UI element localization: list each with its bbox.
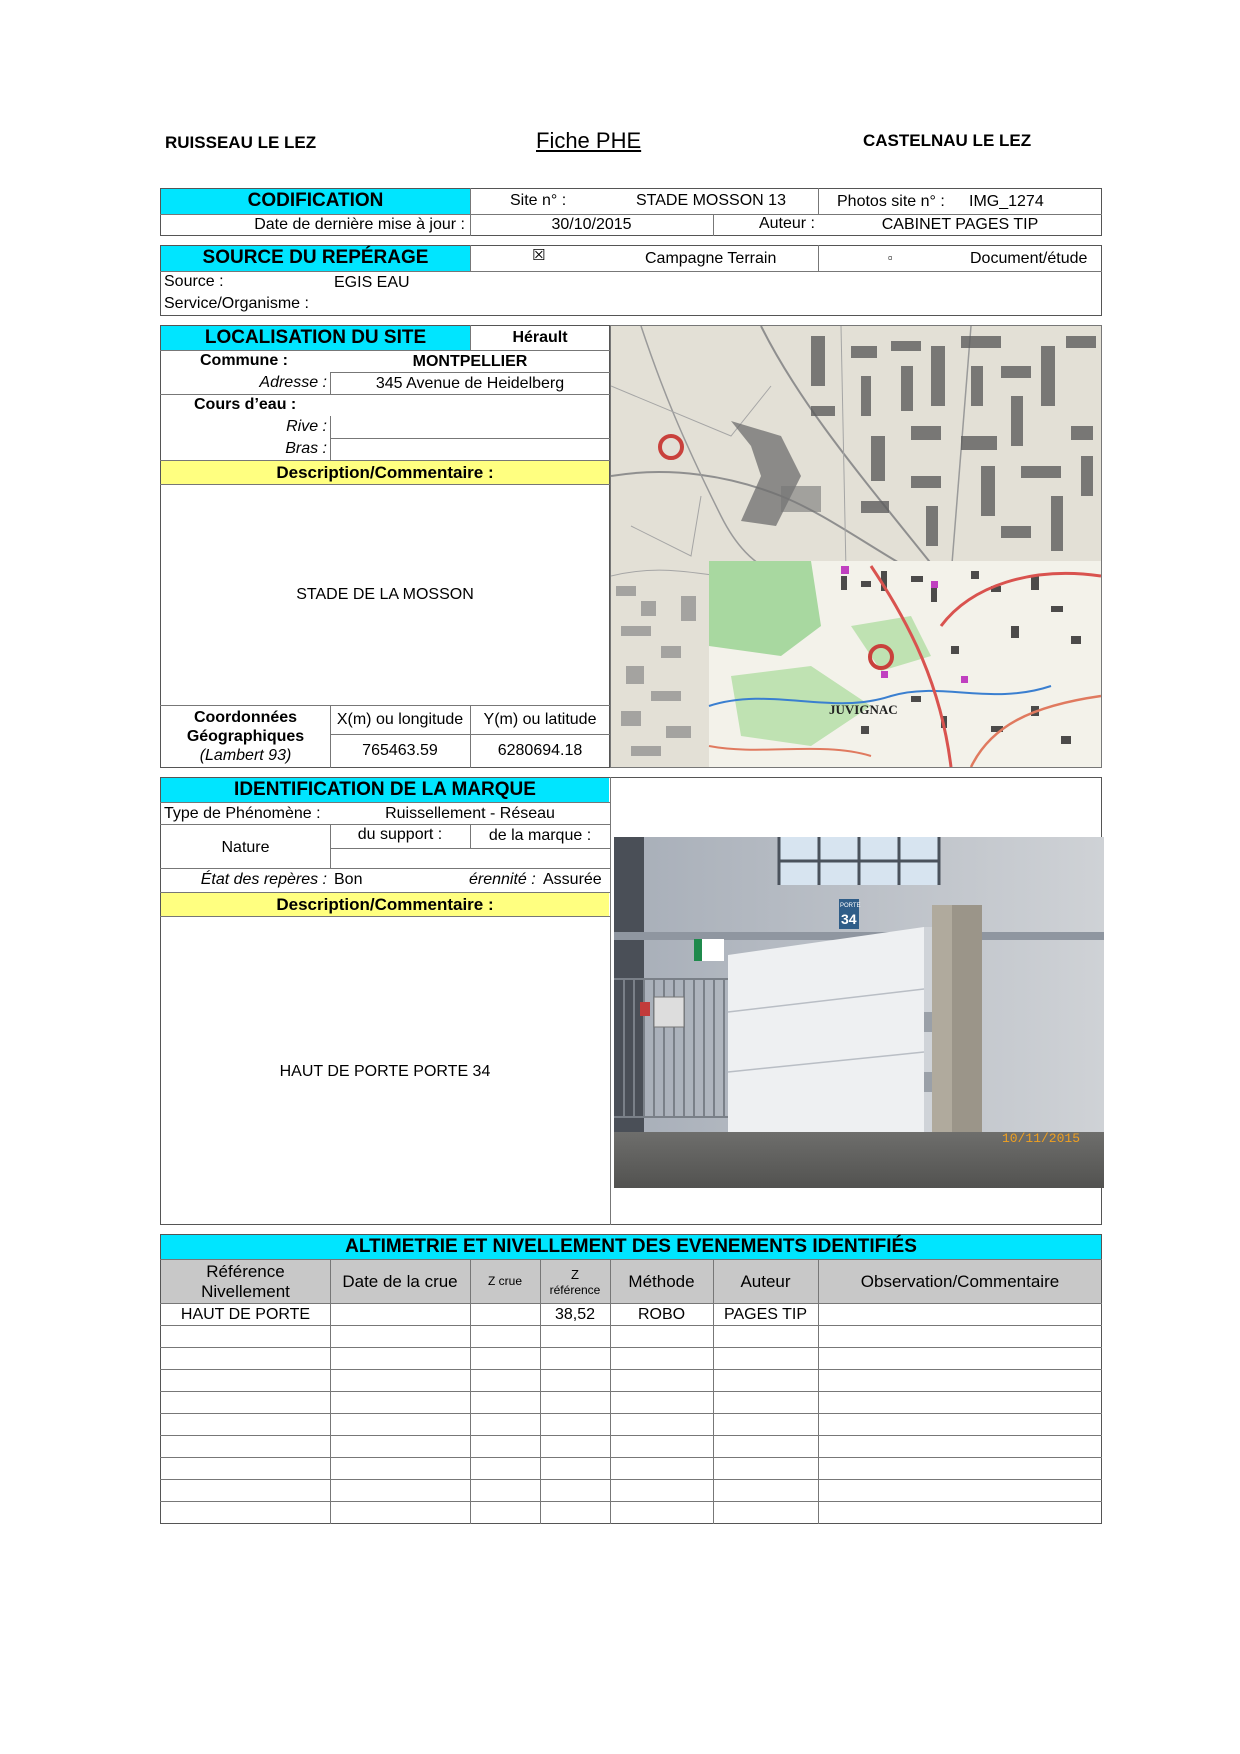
perennite-value: Assurée	[543, 871, 602, 888]
adresse-value: 345 Avenue de Heidelberg	[375, 375, 565, 392]
service-value: EGIS EAU	[334, 274, 410, 291]
etat-value: Bon	[334, 871, 363, 888]
service-label: Service/Organisme :	[164, 295, 309, 312]
date-label: Date de dernière mise à jour :	[254, 216, 465, 233]
source-label: Source :	[164, 273, 224, 290]
x-value: 765463.59	[362, 742, 438, 759]
photo-sign: PORTE	[840, 903, 861, 909]
codification-title: CODIFICATION	[247, 190, 384, 211]
row-methode: ROBO	[637, 1306, 686, 1323]
cours-label: Cours d’eau :	[194, 396, 297, 413]
commune-value: MONTPELLIER	[412, 353, 528, 370]
y-label: Y(m) ou latitude	[483, 711, 597, 728]
col-auteur: Auteur	[740, 1272, 791, 1291]
ident-desc-title: Description/Commentaire :	[276, 895, 494, 914]
type-value: Ruissellement - Réseau	[385, 805, 555, 822]
coord-label-2: Géographiques	[186, 728, 305, 745]
date-value: 30/10/2015	[551, 216, 632, 233]
rive-label: Rive :	[286, 418, 327, 435]
y-value: 6280694.18	[497, 742, 583, 759]
nature-label: Nature	[221, 839, 270, 856]
row-auteur: PAGES TIP	[724, 1306, 807, 1323]
page-title: Fiche PHE	[536, 128, 642, 153]
auteur-label: Auteur :	[758, 215, 815, 232]
marque-label: de la marque :	[488, 827, 592, 844]
campagne-label: Campagne Terrain	[645, 250, 777, 267]
site-photo	[614, 837, 1104, 1188]
col-date: Date de la crue	[342, 1272, 458, 1291]
col-zref-2: référence	[549, 1283, 601, 1297]
commune-label: Commune :	[200, 352, 288, 369]
ident-desc-value: HAUT DE PORTE PORTE 34	[279, 1063, 491, 1080]
auteur-value: CABINET PAGES TIP	[881, 216, 1039, 233]
loc-desc-title: Description/Commentaire :	[276, 463, 494, 482]
bras-label: Bras :	[285, 440, 327, 457]
photo-date-stamp: 10/11/2015	[1002, 1131, 1081, 1146]
type-label: Type de Phénomène :	[164, 805, 321, 822]
identification-title: IDENTIFICATION DE LA MARQUE	[234, 779, 536, 800]
campagne-checkbox[interactable]: ☒	[532, 247, 546, 264]
coord-label-3: (Lambert 93)	[199, 747, 292, 764]
col-zcrue: Z crue	[487, 1274, 522, 1288]
adresse-label: Adresse :	[259, 374, 327, 391]
photos-value: IMG_1274	[969, 193, 1044, 210]
loc-desc-value: STADE DE LA MOSSON	[296, 586, 474, 603]
site-label: Site n° :	[510, 192, 567, 209]
header-left: RUISSEAU LE LEZ	[165, 133, 317, 152]
coord-label-1: Coordonnées	[193, 709, 298, 726]
header-right: CASTELNAU LE LEZ	[863, 131, 1032, 150]
cadastral-map	[611, 326, 1101, 767]
x-label: X(m) ou longitude	[336, 711, 464, 728]
site-value: STADE MOSSON 13	[636, 192, 786, 209]
row-zref: 38,52	[554, 1306, 596, 1323]
localisation-title: LOCALISATION DU SITE	[204, 327, 427, 348]
photo-sign-num: 34	[841, 911, 857, 927]
source-title: SOURCE DU REPÉRAGE	[202, 247, 429, 268]
col-methode: Méthode	[628, 1272, 695, 1291]
document-checkbox[interactable]: ▫	[888, 250, 893, 265]
photos-label: Photos site n° :	[837, 193, 945, 210]
row-ref: HAUT DE PORTE	[180, 1306, 311, 1323]
document-label: Document/étude	[970, 250, 1088, 267]
col-zref-1: Z	[571, 1267, 579, 1282]
col-observation: Observation/Commentaire	[860, 1272, 1060, 1291]
perennite-label: érennité :	[469, 871, 536, 888]
support-label: du support :	[357, 826, 443, 843]
col-ref-2: Nivellement	[201, 1282, 290, 1301]
departement: Hérault	[512, 329, 568, 346]
etat-label: État des repères :	[200, 871, 327, 888]
altimetrie-title: ALTIMETRIE ET NIVELLEMENT DES EVENEMENTS IDENTIFIÉS	[345, 1236, 917, 1257]
col-ref-1: Référence	[206, 1262, 285, 1281]
map-town-label: JUVIGNAC	[829, 702, 898, 717]
